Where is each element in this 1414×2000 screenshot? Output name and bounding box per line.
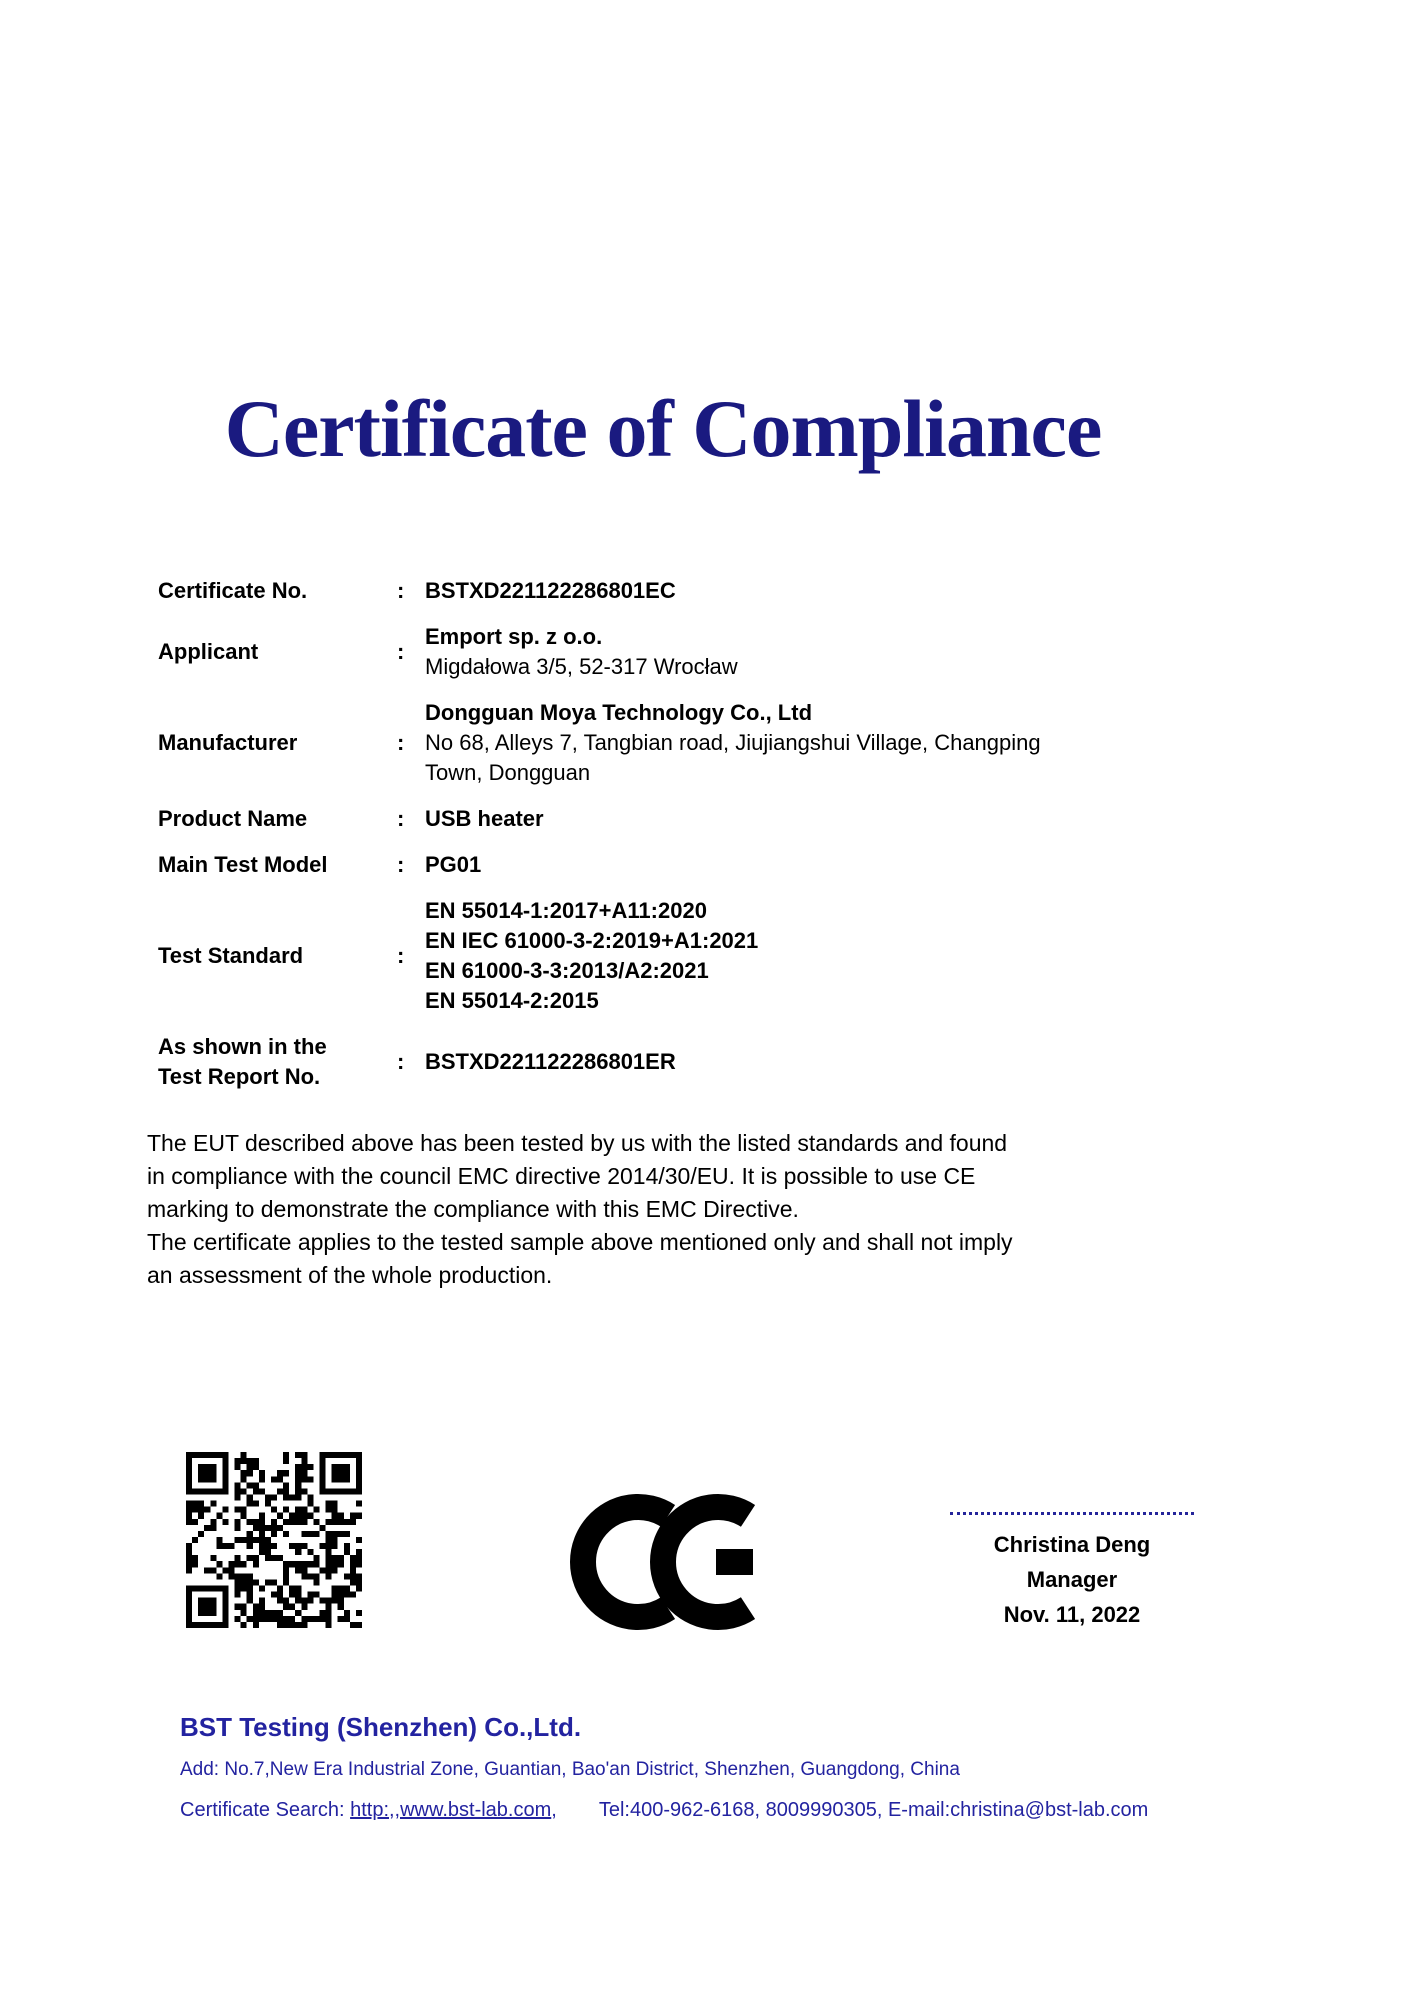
footer-search-line bbox=[180, 1797, 1148, 1823]
signature-date: Nov. 11, 2022 bbox=[1003, 1602, 1141, 1627]
footer-address: Add: No.7,New Era Industrial Zone, Guantian, Bao'an District, Shenzhen, Guangdong, China bbox=[180, 1759, 960, 1780]
test-standard-2: EN IEC 61000-3-2:2019+A1:2021 bbox=[425, 928, 759, 953]
signature-dotted-line bbox=[950, 1512, 1194, 1515]
field-value-test-report-no: BSTXD221122286801ER bbox=[425, 1049, 676, 1074]
field-label-test-standard: Test Standard bbox=[158, 943, 304, 968]
field-colon: : bbox=[397, 852, 405, 877]
field-colon: : bbox=[397, 578, 405, 603]
ce-mark-icon bbox=[568, 1492, 763, 1632]
field-label-manufacturer: Manufacturer bbox=[158, 730, 298, 755]
field-value-manufacturer bbox=[425, 698, 1041, 788]
statement-line: an assessment of the whole production. bbox=[147, 1262, 553, 1288]
field-value-certificate-no: BSTXD221122286801EC bbox=[425, 578, 676, 603]
signatory-role: Manager bbox=[1026, 1567, 1118, 1592]
test-standard-3: EN 61000-3-3:2013/A2:2021 bbox=[425, 958, 709, 983]
field-value-test-standard bbox=[425, 896, 1041, 1016]
field-colon: : bbox=[397, 1049, 405, 1074]
field-value-main-test-model: PG01 bbox=[425, 852, 482, 877]
field-label-certificate-no: Certificate No. bbox=[158, 578, 308, 603]
signature-block bbox=[950, 1512, 1194, 1632]
field-label-applicant: Applicant bbox=[158, 639, 259, 664]
field-label-product-name: Product Name bbox=[158, 806, 308, 831]
statement-line: marking to demonstrate the compliance with this EMC Directive. bbox=[147, 1196, 799, 1222]
manufacturer-address-line2: Town, Dongguan bbox=[425, 760, 591, 785]
field-label-main-test-model: Main Test Model bbox=[158, 852, 328, 877]
applicant-address: Migdałowa 3/5, 52-317 Wrocław bbox=[425, 654, 738, 679]
signatory-name: Christina Deng bbox=[993, 1532, 1151, 1557]
manufacturer-address-line1: No 68, Alleys 7, Tangbian road, Jiujiangshui Village, Changping bbox=[425, 730, 1041, 755]
field-colon: : bbox=[397, 806, 405, 831]
statement-line: The certificate applies to the tested sample above mentioned only and shall not imply bbox=[147, 1229, 1013, 1255]
test-standard-1: EN 55014-1:2017+A11:2020 bbox=[425, 898, 707, 923]
field-colon: : bbox=[397, 730, 405, 755]
manufacturer-name: Dongguan Moya Technology Co., Ltd bbox=[425, 700, 813, 725]
field-label-test-report-no: As shown in the Test Report No. bbox=[158, 1034, 327, 1089]
statement-line: in compliance with the council EMC directive 2014/30/EU. It is possible to use CE bbox=[147, 1163, 976, 1189]
field-value-applicant bbox=[425, 622, 1041, 682]
footer-contact: Tel:400-962-6168, 8009990305, E-mail:christina@bst-lab.com bbox=[598, 1799, 1149, 1821]
applicant-name: Emport sp. z o.o. bbox=[425, 624, 603, 649]
qr-code bbox=[186, 1452, 362, 1628]
issuer-footer bbox=[180, 1712, 1148, 1823]
footer-company-name: BST Testing (Shenzhen) Co.,Ltd. bbox=[180, 1712, 582, 1742]
test-standard-4: EN 55014-2:2015 bbox=[425, 988, 599, 1013]
certificate-fields bbox=[158, 576, 1041, 1092]
compliance-statement bbox=[147, 1127, 1013, 1292]
certificate-search-suffix: , bbox=[551, 1799, 557, 1821]
field-colon: : bbox=[397, 943, 405, 968]
field-colon: : bbox=[397, 639, 405, 664]
field-value-product-name: USB heater bbox=[425, 806, 544, 831]
page-title: Certificate of Compliance bbox=[224, 383, 1102, 474]
certificate-search-url[interactable]: http:,,www.bst-lab.com bbox=[350, 1799, 552, 1821]
statement-line: The EUT described above has been tested by us with the listed standards and found bbox=[147, 1130, 1008, 1156]
certificate-search-label: Certificate Search: bbox=[180, 1799, 351, 1821]
